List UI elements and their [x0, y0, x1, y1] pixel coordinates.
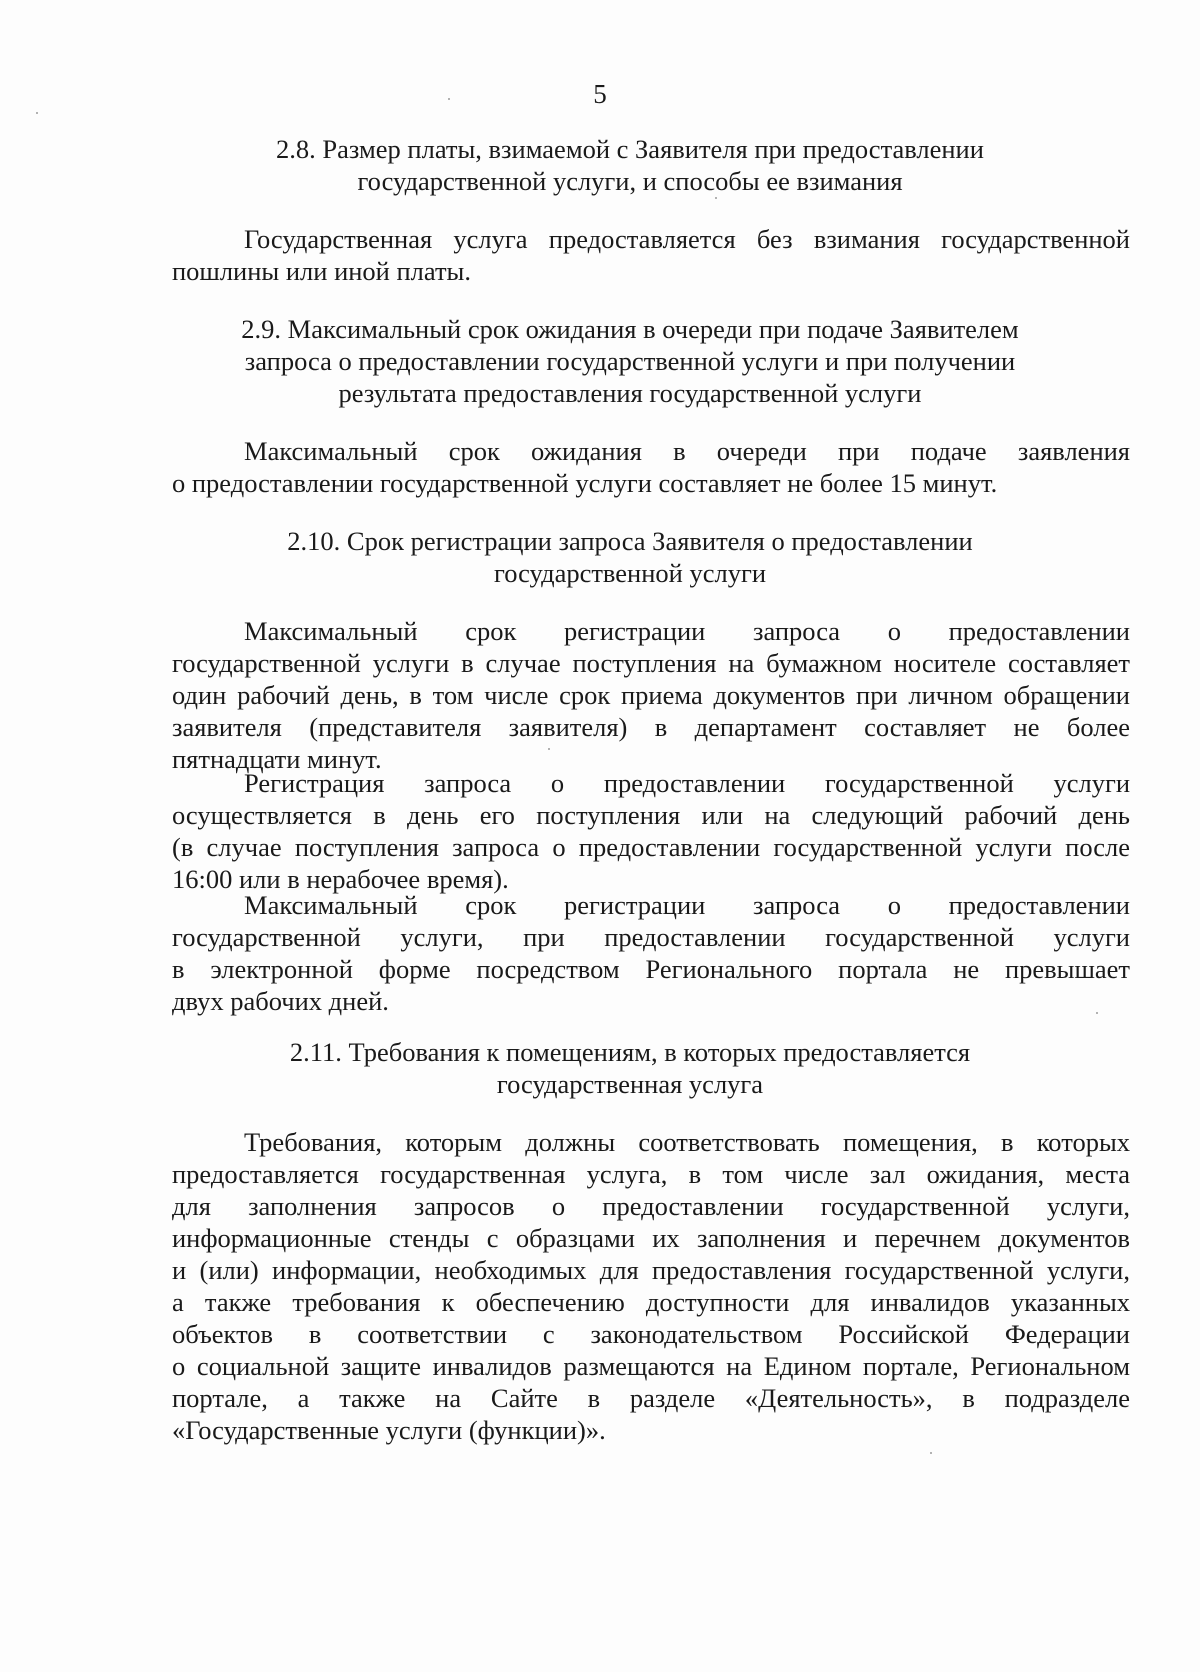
- paragraph-line: Максимальный срок регистрации запроса о предоставлении: [244, 890, 1130, 920]
- paragraph-line: «Государственные услуги (функции)».: [172, 1415, 606, 1445]
- paragraph-line: информационные стенды с образцами их заполнения и перечнем документов: [172, 1223, 1130, 1253]
- paragraph-line: пятнадцати минут.: [172, 744, 382, 774]
- heading-line: запроса о предоставлении государственной услуги и при получении: [244, 346, 1016, 376]
- heading-line: 2.11. Требования к помещениям, в которых предоставляется: [289, 1037, 971, 1067]
- paragraph-line: Требования, которым должны соответствовать помещения, в которых: [244, 1127, 1130, 1157]
- paragraph-2-9-1: [172, 435, 1130, 499]
- scan-speck: [36, 112, 38, 114]
- paragraph-line: Государственная услуга предоставляется без взимания государственной: [244, 224, 1130, 254]
- paragraph-line: Регистрация запроса о предоставлении государственной услуги: [244, 768, 1130, 798]
- paragraph-2-10-1: [172, 615, 1130, 775]
- paragraph-line: а также требования к обеспечению доступности для инвалидов указанных: [172, 1287, 1130, 1317]
- section-heading-2-8: [220, 133, 1040, 197]
- paragraph-line: о социальной защите инвалидов размещаются на Едином портале, Региональном: [172, 1351, 1130, 1381]
- section-heading-2-9: [200, 313, 1060, 409]
- paragraph-line: предоставляется государственная услуга, в том числе зал ожидания, места: [172, 1159, 1130, 1189]
- paragraph-line: (в случае поступления запроса о предоставлении государственной услуги после: [172, 832, 1130, 862]
- scan-speck: [548, 748, 550, 750]
- paragraph-line: государственной услуги, при предоставлении государственной услуги: [172, 922, 1130, 952]
- paragraph-line: государственной услуги в случае поступления на бумажном носителе составляет: [172, 648, 1130, 678]
- paragraph-2-8-1: [172, 223, 1130, 287]
- heading-line: результата предоставления государственной услуги: [338, 378, 922, 408]
- scan-speck: [1096, 1012, 1098, 1014]
- paragraph-2-11-1: [172, 1126, 1130, 1446]
- paragraph-line: один рабочий день, в том числе срок приема документов при личном обращении: [172, 680, 1130, 710]
- paragraph-line: о предоставлении государственной услуги составляет не более 15 минут.: [172, 468, 998, 498]
- paragraph-line: портале, а также на Сайте в разделе «Деятельность», в подразделе: [172, 1383, 1130, 1413]
- paragraph-line: пошлины или иной платы.: [172, 256, 471, 286]
- paragraph-line: для заполнения запросов о предоставлении государственной услуги,: [172, 1191, 1130, 1221]
- heading-line: 2.8. Размер платы, взимаемой с Заявителя при предоставлении: [276, 134, 984, 164]
- paragraph-line: объектов в соответствии с законодательством Российской Федерации: [172, 1319, 1130, 1349]
- heading-line: государственной услуги: [493, 558, 767, 588]
- paragraph-line: осуществляется в день его поступления или на следующий рабочий день: [172, 800, 1130, 830]
- paragraph-line: Максимальный срок регистрации запроса о предоставлении: [244, 616, 1130, 646]
- heading-line: государственная услуга: [496, 1069, 764, 1099]
- scan-speck: [715, 197, 717, 199]
- scan-speck: [930, 1452, 932, 1454]
- paragraph-line: в электронной форме посредством Регионального портала не превышает: [172, 954, 1130, 984]
- heading-line: 2.9. Максимальный срок ожидания в очереди при подаче Заявителем: [241, 314, 1019, 344]
- scan-speck: [448, 98, 450, 100]
- section-heading-2-11: [220, 1036, 1040, 1100]
- paragraph-line: и (или) информации, необходимых для предоставления государственной услуги,: [172, 1255, 1130, 1285]
- paragraph-line: Максимальный срок ожидания в очереди при подаче заявления: [244, 436, 1130, 466]
- page-number: 5: [593, 79, 607, 109]
- paragraph-2-10-2: [172, 767, 1130, 895]
- paragraph-line: заявителя (представителя заявителя) в департамент составляет не более: [172, 712, 1130, 742]
- section-heading-2-10: [220, 525, 1040, 589]
- paragraph-2-10-3: [172, 889, 1130, 1017]
- heading-line: государственной услуги, и способы ее взимания: [357, 166, 903, 196]
- paragraph-line: 16:00 или в нерабочее время).: [172, 864, 509, 894]
- heading-line: 2.10. Срок регистрации запроса Заявителя о предоставлении: [287, 526, 973, 556]
- paragraph-line: двух рабочих дней.: [172, 986, 389, 1016]
